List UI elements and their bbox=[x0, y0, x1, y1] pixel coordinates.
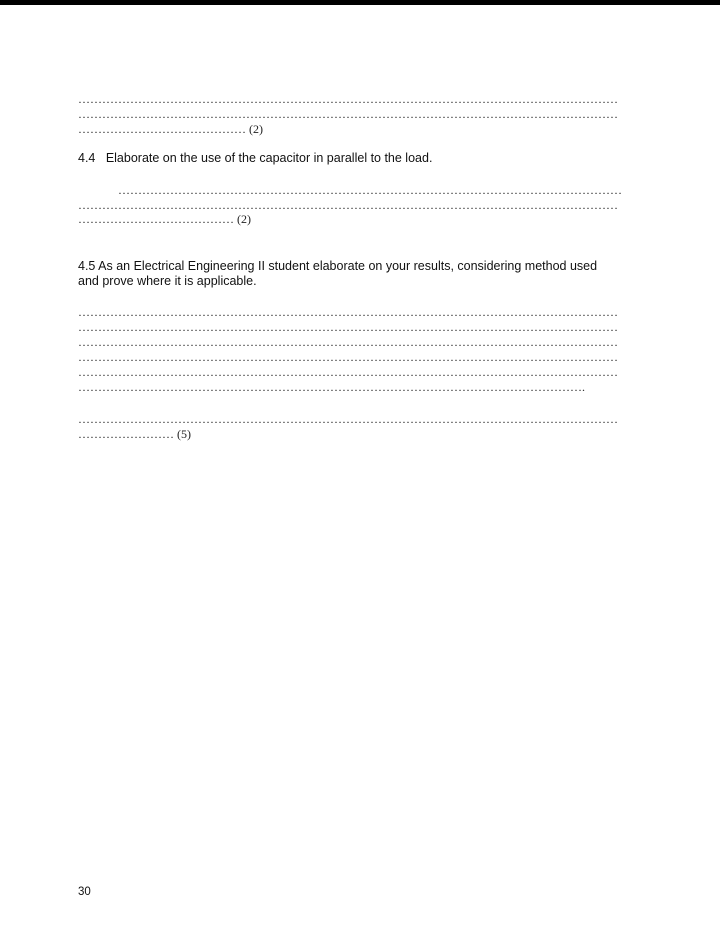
answer-line-q45-2[interactable]: ……………………………………………………………………………………………………………………… bbox=[78, 320, 618, 334]
answer-line-q43-1[interactable]: ……………………………………………………………………………………………………………………… bbox=[78, 92, 618, 106]
question-4-4-number: 4.4 bbox=[78, 151, 96, 165]
question-4-5-line-1: 4.5 As an Electrical Engineering II student elaborate on your results, considering method used bbox=[78, 259, 598, 273]
answer-line-q45-5[interactable]: ……………………………………………………………………………………………………………………… bbox=[78, 365, 618, 379]
answer-line-q45-7[interactable]: ……………………………………………………………………………………………………………………… bbox=[78, 412, 618, 426]
question-4-5-line-2: and prove where it is applicable. bbox=[78, 274, 257, 288]
answer-line-q43-2[interactable]: ……………………………………………………………………………………………………………………… bbox=[78, 107, 618, 121]
answer-line-q45-6[interactable]: ………………………………………………………………………………………………………………. bbox=[78, 380, 585, 394]
answer-line-q45-1[interactable]: ……………………………………………………………………………………………………………………… bbox=[78, 305, 618, 319]
answer-line-q43-3[interactable]: …………………………………… (2) bbox=[78, 122, 263, 136]
answer-line-q45-3[interactable]: ……………………………………………………………………………………………………………………… bbox=[78, 335, 618, 349]
page-number: 30 bbox=[78, 886, 91, 898]
answer-line-q45-8[interactable]: …………………… (5) bbox=[78, 427, 191, 441]
answer-line-q44-3[interactable]: ………………………………… (2) bbox=[78, 212, 251, 226]
top-edge-bar bbox=[0, 0, 720, 5]
question-4-4-text: Elaborate on the use of the capacitor in parallel to the load. bbox=[105, 151, 433, 165]
answer-line-q45-4[interactable]: ……………………………………………………………………………………………………………………… bbox=[78, 350, 618, 364]
question-4-4 bbox=[78, 150, 640, 166]
answer-line-q44-2[interactable]: ……………………………………………………………………………………………………………………… bbox=[78, 198, 618, 212]
answer-line-q44-1[interactable]: ……………………………………………………………………………………………………………… bbox=[118, 183, 622, 197]
